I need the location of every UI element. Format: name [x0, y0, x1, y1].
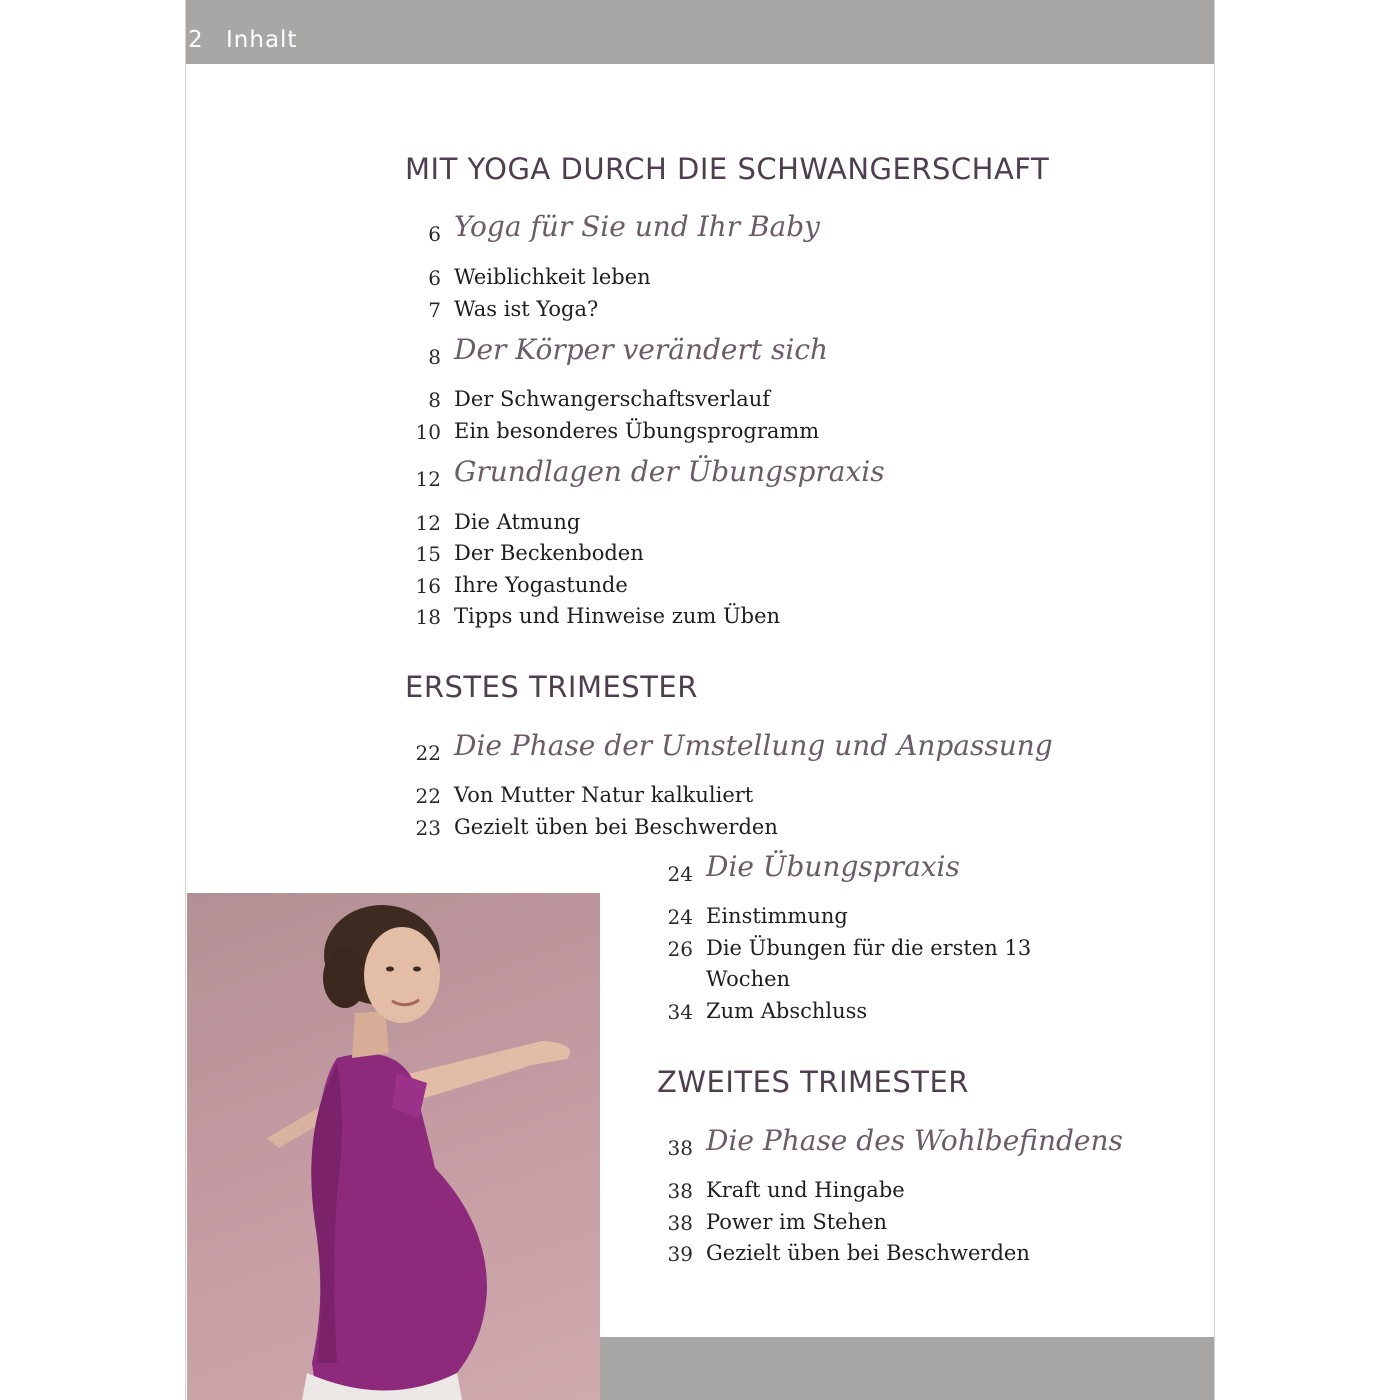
chapter-title: Die Phase des Wohlbefindens	[706, 1124, 1123, 1157]
footer-bar	[600, 1337, 1214, 1400]
item-page-number: 16	[415, 574, 441, 598]
item-title: Ihre Yogastunde	[454, 573, 628, 597]
section-title: ERSTES TRIMESTER	[405, 670, 698, 704]
item-page-number: 15	[415, 542, 441, 566]
chapter-title: Yoga für Sie und Ihr Baby	[454, 210, 820, 243]
item-title: Zum Abschluss	[706, 999, 868, 1023]
chapter-title: Die Phase der Umstellung und Anpassung	[454, 729, 1053, 762]
chapter-page-number: 22	[415, 741, 441, 765]
item-page-number: 34	[667, 1000, 693, 1024]
item-title: Was ist Yoga?	[454, 297, 599, 321]
item-page-number: 23	[415, 816, 441, 840]
item-title: Gezielt üben bei Beschwerden	[454, 815, 778, 839]
item-page-number: 22	[415, 784, 441, 808]
item-title: Gezielt üben bei Beschwerden	[706, 1241, 1030, 1265]
item-page-number: 24	[667, 905, 693, 929]
item-title: Die Übungen für die ersten 13	[706, 936, 1032, 960]
section-title: MIT YOGA DURCH DIE SCHWANGERSCHAFT	[405, 152, 1050, 186]
chapter-page-number: 38	[667, 1136, 693, 1160]
item-page-number: 6	[428, 266, 441, 290]
chapter-title: Grundlagen der Übungspraxis	[454, 455, 885, 488]
toc-page	[185, 0, 1215, 1400]
item-title: Tipps und Hinweise zum Üben	[454, 604, 781, 628]
chapter-page-number: 6	[428, 222, 441, 246]
item-title: Kraft und Hingabe	[706, 1178, 905, 1202]
header-bar	[186, 0, 1214, 64]
item-page-number: 38	[667, 1179, 693, 1203]
item-title: Die Atmung	[454, 510, 581, 534]
item-title: Der Beckenboden	[454, 541, 644, 565]
item-title: Von Mutter Natur kalkuliert	[454, 783, 754, 807]
chapter-title: Der Körper verändert sich	[454, 333, 829, 366]
item-page-number: 7	[428, 298, 441, 322]
item-page-number: 39	[667, 1242, 693, 1266]
chapter-title: Die Übungspraxis	[706, 850, 960, 883]
item-title: Ein besonderes Übungsprogramm	[454, 419, 820, 443]
item-title: Weiblichkeit leben	[454, 265, 651, 289]
item-page-number: 38	[667, 1211, 693, 1235]
running-header	[186, 26, 297, 54]
chapter-page-number: 8	[428, 345, 441, 369]
chapter-page-number: 12	[415, 467, 441, 491]
item-page-number: 10	[415, 420, 441, 444]
item-page-number: 26	[667, 937, 693, 961]
section-title: ZWEITES TRIMESTER	[657, 1065, 969, 1099]
item-page-number: 8	[428, 388, 441, 412]
item-title: Einstimmung	[706, 904, 848, 928]
chapter-page-number: 24	[667, 862, 693, 886]
header-page-number: 2	[188, 27, 204, 53]
item-page-number: 18	[415, 605, 441, 629]
yoga-pose-illustration	[187, 893, 600, 1400]
item-title: Power im Stehen	[706, 1210, 888, 1234]
pregnant-woman-yoga-photo	[187, 893, 600, 1400]
item-title-continuation: Wochen	[706, 967, 791, 991]
item-page-number: 12	[415, 511, 441, 535]
header-title: Inhalt	[226, 27, 298, 53]
item-title: Der Schwangerschaftsverlauf	[454, 387, 771, 411]
